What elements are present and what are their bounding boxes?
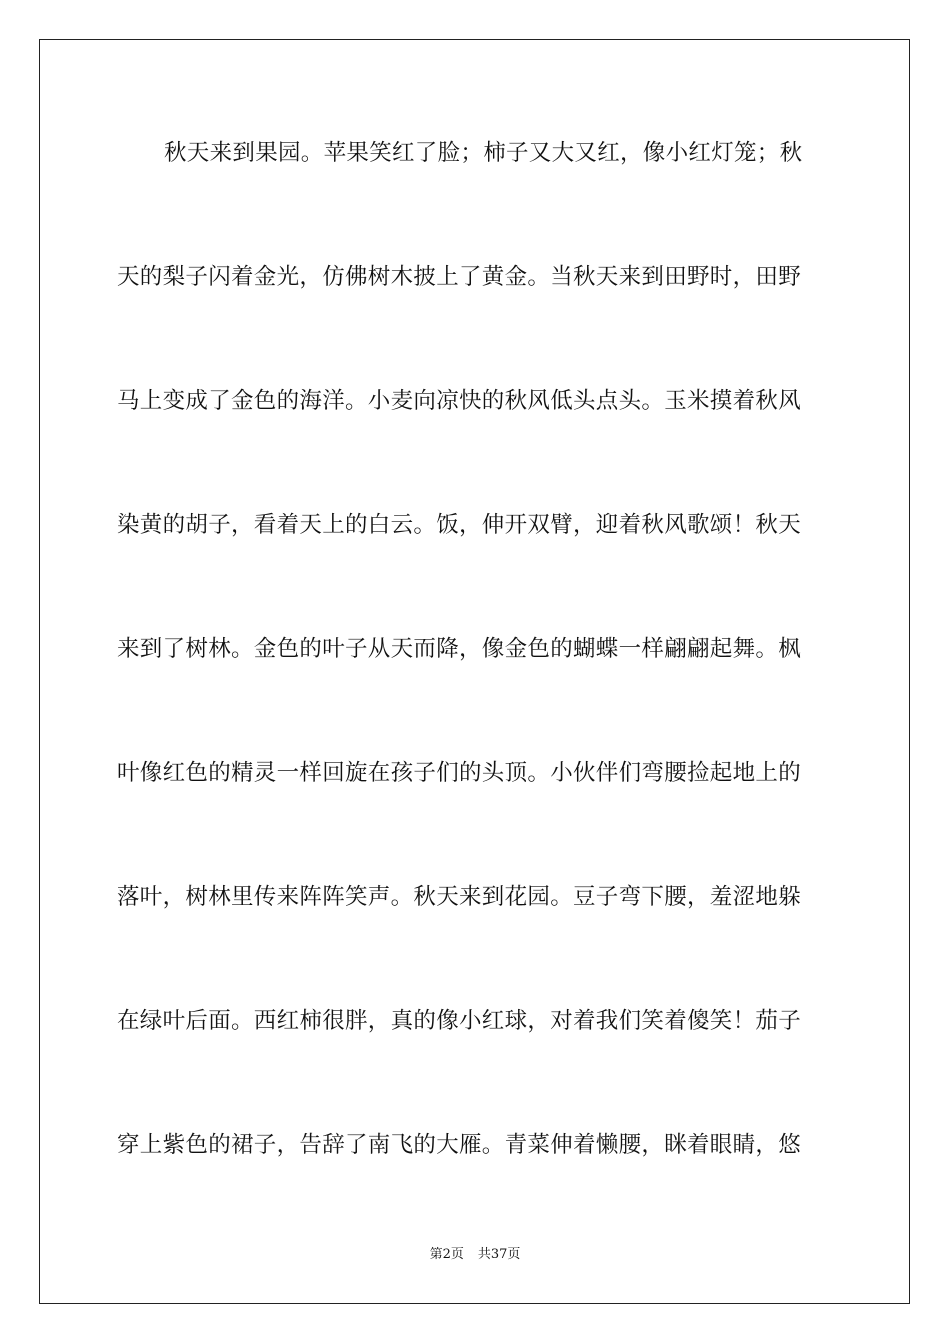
text-line-9: 穿上紫色的裙子，告辞了南飞的大雁。青菜伸着懒腰，眯着眼睛，悠 (117, 1132, 802, 1158)
text-line-7: 落叶，树林里传来阵阵笑声。秋天来到花园。豆子弯下腰，羞涩地躲 (117, 884, 802, 910)
text-line-1: 秋天来到果园。苹果笑红了脸；柿子又大又红，像小红灯笼；秋 (164, 140, 803, 166)
page-number: 第2页 (429, 1247, 464, 1262)
text-line-8: 在绿叶后面。西红柿很胖，真的像小红球，对着我们笑着傻笑！茄子 (117, 1008, 802, 1034)
text-line-3: 马上变成了金色的海洋。小麦向凉快的秋风低头点头。玉米摸着秋风 (117, 388, 802, 414)
text-line-2: 天的梨子闪着金光，仿佛树木披上了黄金。当秋天来到田野时，田野 (117, 264, 802, 290)
page-border (39, 39, 910, 1304)
page-total: 共37页 (477, 1247, 521, 1262)
text-line-6: 叶像红色的精灵一样回旋在孩子们的头顶。小伙伴们弯腰捡起地上的 (117, 760, 802, 786)
text-line-5: 来到了树林。金色的叶子从天而降，像金色的蝴蝶一样翩翩起舞。枫 (117, 636, 802, 662)
text-line-4: 染黄的胡子，看着天上的白云。饭，伸开双臂，迎着秋风歌颂！秋天 (117, 512, 802, 538)
page-footer (0, 1247, 950, 1263)
